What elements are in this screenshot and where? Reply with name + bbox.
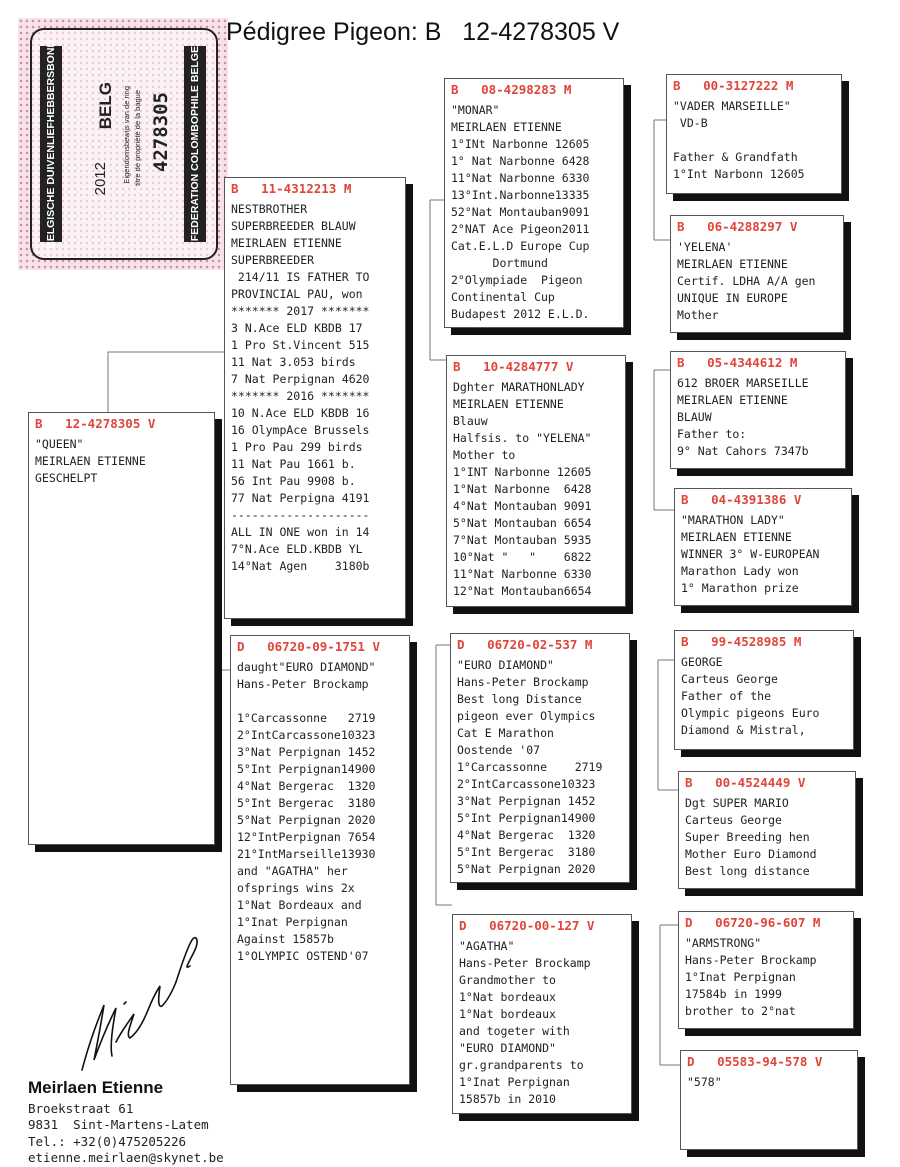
pedigree-box-ssd (670, 215, 844, 333)
ring-certificate-stamp (18, 18, 228, 270)
box-line: 11°Nat Narbonne 6330 (453, 567, 592, 581)
box-line: 9° Nat Cahors 7347b (677, 444, 809, 458)
box-line: "578" (687, 1075, 722, 1089)
box-line: 4°Nat Bergerac 1320 (457, 828, 596, 842)
box-line: 2°IntCarcassone10323 (237, 728, 376, 742)
box-line: 612 BROER MARSEILLE (677, 376, 809, 390)
box-header: B 08-4298283 M (451, 82, 572, 97)
box-header: B 10-4284777 V (453, 359, 574, 374)
box-line: Mother to (453, 448, 516, 462)
stamp-band-right (184, 46, 206, 242)
box-lines (451, 102, 617, 323)
box-line: 11 Nat 3.053 birds (231, 355, 356, 369)
box-line: Hans-Peter Brockamp (237, 677, 369, 691)
box-line: NESTBROTHER (231, 202, 308, 216)
box-line: 7°N.Ace ELD.KBDB YL (231, 542, 363, 556)
box-header: D 06720-09-1751 V (237, 639, 380, 654)
pedigree-box-dds (678, 911, 854, 1029)
box-lines (677, 375, 839, 460)
box-line: 3°Nat Perpignan 1452 (457, 794, 596, 808)
box-line: 7 Nat Perpignan 4620 (231, 372, 370, 386)
box-line: 52°Nat Montauban9091 (451, 205, 590, 219)
box-line: "AGATHA" (459, 939, 515, 953)
pedigree-box-subject (28, 412, 215, 845)
box-line: 5°Nat Montauban 6654 (453, 516, 592, 530)
box-line: 5°Int Bergerac 3180 (457, 845, 596, 859)
box-lines (681, 654, 847, 739)
breeder-contact (28, 1080, 224, 1167)
box-line: MEIRLAEN ETIENNE (681, 530, 792, 544)
stamp-year: 2012 (92, 162, 109, 196)
box-lines (687, 1074, 851, 1091)
box-line: 1°INt Narbonne 12605 (451, 137, 590, 151)
box-line: "MARATHON LADY" (681, 513, 785, 527)
box-header: D 06720-02-537 M (457, 637, 593, 652)
box-lines (453, 379, 619, 600)
box-line: MEIRLAEN ETIENNE (451, 120, 562, 134)
box-line: SUPERBREEDER (231, 253, 315, 267)
box-line: MEIRLAEN ETIENNE (453, 397, 564, 411)
stamp-country: BELG (96, 82, 115, 130)
box-line: 56 Int Pau 9908 b. (231, 474, 356, 488)
box-line: Father to: (677, 427, 747, 441)
pedigree-box-sire (224, 177, 406, 619)
box-line: 1°Nat Bordeaux and (237, 898, 362, 912)
box-header: D 06720-96-607 M (685, 915, 821, 930)
box-line: Dortmund (451, 256, 548, 270)
box-header: D 05583-94-578 V (687, 1054, 823, 1069)
box-lines (231, 201, 399, 575)
box-lines (677, 239, 837, 324)
pedigree-box-dss (674, 630, 854, 750)
box-line: 1 Pro St.Vincent 515 (231, 338, 370, 352)
handwritten-signature (60, 910, 210, 1080)
box-line: pigeon ever Olympics (457, 709, 596, 723)
stamp-owner-fr: titre de propriété de la bague (133, 90, 142, 186)
stamp-band-left (40, 39, 62, 249)
breeder-phone: Tel.: +32(0)475205226 (28, 1133, 187, 1149)
box-line: 1°Inat Perpignan (685, 970, 796, 984)
box-line: 12°Nat Montauban6654 (453, 584, 592, 598)
box-line: GESCHELPT (35, 471, 98, 485)
box-line: ******* 2016 ******* (231, 389, 370, 403)
stamp-ring-number: 4278305 (150, 92, 172, 173)
box-lines (681, 512, 845, 597)
box-line: 1°INT Narbonne 12605 (453, 465, 592, 479)
box-lines (237, 659, 403, 965)
box-line: Hans-Peter Brockamp (459, 956, 591, 970)
box-line: 1°Nat bordeaux (459, 990, 556, 1004)
stamp-org-fr: FEDERATION COLOMBOPHILE BELGE (189, 46, 201, 242)
box-line: Oostende '07 (457, 743, 541, 757)
box-line: and "AGATHA" her (237, 864, 348, 878)
box-header: B 12-4278305 V (35, 416, 156, 431)
box-line: 2°NAT Ace Pigeon2011 (451, 222, 590, 236)
box-line: 77 Nat Perpigna 4191 (231, 491, 370, 505)
box-line: 15857b in 2010 (459, 1092, 556, 1106)
box-line: Super Breeding hen (685, 830, 810, 844)
box-line: VD-B (673, 116, 708, 130)
box-line: 1 Pro Pau 299 birds (231, 440, 363, 454)
box-header: B 11-4312213 M (231, 181, 352, 196)
box-line: Hans-Peter Brockamp (685, 953, 817, 967)
box-line: 5°Nat Perpignan 2020 (457, 862, 596, 876)
breeder-email: etienne.meirlaen@skynet.be (28, 1150, 224, 1165)
box-line: MEIRLAEN ETIENNE (231, 236, 342, 250)
box-line: brother to 2°nat (685, 1004, 796, 1018)
box-line: 10°Nat " " 6822 (453, 550, 592, 564)
box-line: 5°Nat Perpignan 2020 (237, 813, 376, 827)
box-line: 1°Int Narbonn 12605 (673, 167, 805, 181)
breeder-name: Meirlaen Etienne (28, 1078, 164, 1097)
box-header: B 00-4524449 V (685, 775, 806, 790)
box-line: Mother Euro Diamond (685, 847, 817, 861)
stamp-owner-nl: Eigendomsbewijs van de ring (122, 86, 131, 184)
box-line: 5°Int Bergerac 3180 (237, 796, 376, 810)
box-line: "VADER MARSEILLE" (673, 99, 791, 113)
box-line: "MONAR" (451, 103, 500, 117)
box-line: 1°OLYMPIC OSTEND'07 (237, 949, 369, 963)
box-line: Certif. LDHA A/A gen (677, 274, 816, 288)
box-lines (685, 795, 849, 880)
pedigree-box-dam-sire (450, 633, 630, 883)
box-line: Halfsis. to "YELENA" (453, 431, 592, 445)
box-line: Cat E Marathon (457, 726, 554, 740)
box-lines (685, 935, 847, 1020)
pedigree-box-dam (230, 635, 410, 1085)
box-line: 17584b in 1999 (685, 987, 782, 1001)
box-lines (673, 98, 835, 183)
pedigree-box-sire-sire (444, 78, 624, 328)
box-line: Dgt SUPER MARIO (685, 796, 789, 810)
box-header: B 05-4344612 M (677, 355, 798, 370)
box-lines (35, 436, 208, 487)
box-line: 10 N.Ace ELD KBDB 16 (231, 406, 370, 420)
box-line: 1°Nat Narbonne 6428 (453, 482, 592, 496)
box-line: MEIRLAEN ETIENNE (677, 257, 788, 271)
box-line: 4°Nat Bergerac 1320 (237, 779, 376, 793)
pedigree-box-dsd (678, 771, 856, 889)
box-line: Best long distance (685, 864, 810, 878)
box-header: B 00-3127222 M (673, 78, 794, 93)
page-title: Pédigree Pigeon: B 12-4278305 V (226, 18, 620, 46)
box-line: 214/11 IS FATHER TO (231, 270, 370, 284)
box-line: Mother (677, 308, 719, 322)
box-line: MEIRLAEN ETIENNE (35, 454, 146, 468)
box-line: 3°Nat Perpignan 1452 (237, 745, 376, 759)
box-line: 13°Int.Narbonne13335 (451, 188, 590, 202)
breeder-city: 9831 Sint-Martens-Latem (28, 1117, 209, 1132)
box-line: 1°Inat Perpignan (459, 1075, 570, 1089)
box-line: 1° Marathon prize (681, 581, 799, 595)
box-line: daught"EURO DIAMOND" (237, 660, 376, 674)
box-line: 3 N.Ace ELD KBDB 17 (231, 321, 363, 335)
box-line: Carteus George (685, 813, 782, 827)
box-lines (457, 657, 623, 878)
box-line: 21°IntMarseille13930 (237, 847, 376, 861)
box-line: BLAUW (677, 410, 712, 424)
box-line: 1°Nat bordeaux (459, 1007, 556, 1021)
box-line: 'YELENA' (677, 240, 733, 254)
box-line: 11 Nat Pau 1661 b. (231, 457, 356, 471)
box-line: Hans-Peter Brockamp (457, 675, 589, 689)
box-line: ALL IN ONE won in 14 (231, 525, 370, 539)
box-line: WINNER 3° W-EUROPEAN (681, 547, 820, 561)
stamp-org-nl: BELGISCHE DUIVENLIEFHEBBERSBOND (45, 39, 57, 249)
box-line: 5°Int Perpignan14900 (457, 811, 596, 825)
box-line: 11°Nat Narbonne 6330 (451, 171, 590, 185)
pedigree-box-sire-dam (446, 355, 626, 607)
box-line: Father of the (681, 689, 772, 703)
box-line: Budapest 2012 E.L.D. (451, 307, 590, 321)
box-header: B 99-4528985 M (681, 634, 802, 649)
box-line: 1°Carcassonne 2719 (457, 760, 603, 774)
box-line: "QUEEN" (35, 437, 84, 451)
box-line: "ARMSTRONG" (685, 936, 762, 950)
box-line: Cat.E.L.D Europe Cup (451, 239, 590, 253)
box-line: PROVINCIAL PAU, won (231, 287, 363, 301)
box-line: 2°IntCarcassone10323 (457, 777, 596, 791)
box-line: 7°Nat Montauban 5935 (453, 533, 592, 547)
pedigree-box-dam-dam (452, 914, 632, 1114)
box-line: GEORGE (681, 655, 723, 669)
box-line: Diamond & Mistral, (681, 723, 806, 737)
box-line: Marathon Lady won (681, 564, 799, 578)
box-line: Dghter MARATHONLADY (453, 380, 585, 394)
box-line: ofsprings wins 2x (237, 881, 355, 895)
box-line: ******* 2017 ******* (231, 304, 370, 318)
box-line: 16 OlympAce Brussels (231, 423, 370, 437)
box-line: Grandmother to (459, 973, 556, 987)
box-line: Against 15857b (237, 932, 334, 946)
box-line: 4°Nat Montauban 9091 (453, 499, 592, 513)
box-line: and togeter with (459, 1024, 570, 1038)
box-line: Carteus George (681, 672, 778, 686)
box-line: "EURO DIAMOND" (459, 1041, 556, 1055)
box-header: D 06720-00-127 V (459, 918, 595, 933)
box-line: 14°Nat Agen 3180b (231, 559, 370, 573)
pedigree-box-ddd (680, 1050, 858, 1150)
pedigree-box-sdd (674, 488, 852, 606)
box-line: -------------------- (231, 508, 370, 522)
box-line: 2°Olympiade Pigeon (451, 273, 583, 287)
box-line: 1° Nat Narbonne 6428 (451, 154, 590, 168)
stamp-frame (30, 28, 218, 260)
box-line: 1°Inat Perpignan (237, 915, 348, 929)
box-line: 5°Int Perpignan14900 (237, 762, 376, 776)
box-header: B 04-4391386 V (681, 492, 802, 507)
breeder-street: Broekstraat 61 (28, 1100, 134, 1116)
box-line: MEIRLAEN ETIENNE (677, 393, 788, 407)
pedigree-box-sss (666, 74, 842, 194)
box-line: UNIQUE IN EUROPE (677, 291, 788, 305)
box-line (237, 693, 403, 710)
box-line: Best long Distance (457, 692, 582, 706)
box-line: gr.grandparents to (459, 1058, 584, 1072)
box-line: "EURO DIAMOND" (457, 658, 554, 672)
box-line: 12°IntPerpignan 7654 (237, 830, 376, 844)
box-line: Continental Cup (451, 290, 555, 304)
box-line: Olympic pigeons Euro (681, 706, 820, 720)
box-lines (459, 938, 625, 1108)
box-header: B 06-4288297 V (677, 219, 798, 234)
box-line: 1°Carcassonne 2719 (237, 711, 376, 725)
box-line (673, 132, 835, 149)
box-line: Blauw (453, 414, 488, 428)
box-line: Father & Grandfath (673, 150, 798, 164)
pedigree-box-sds (670, 351, 846, 469)
box-line: SUPERBREEDER BLAUW (231, 219, 356, 233)
